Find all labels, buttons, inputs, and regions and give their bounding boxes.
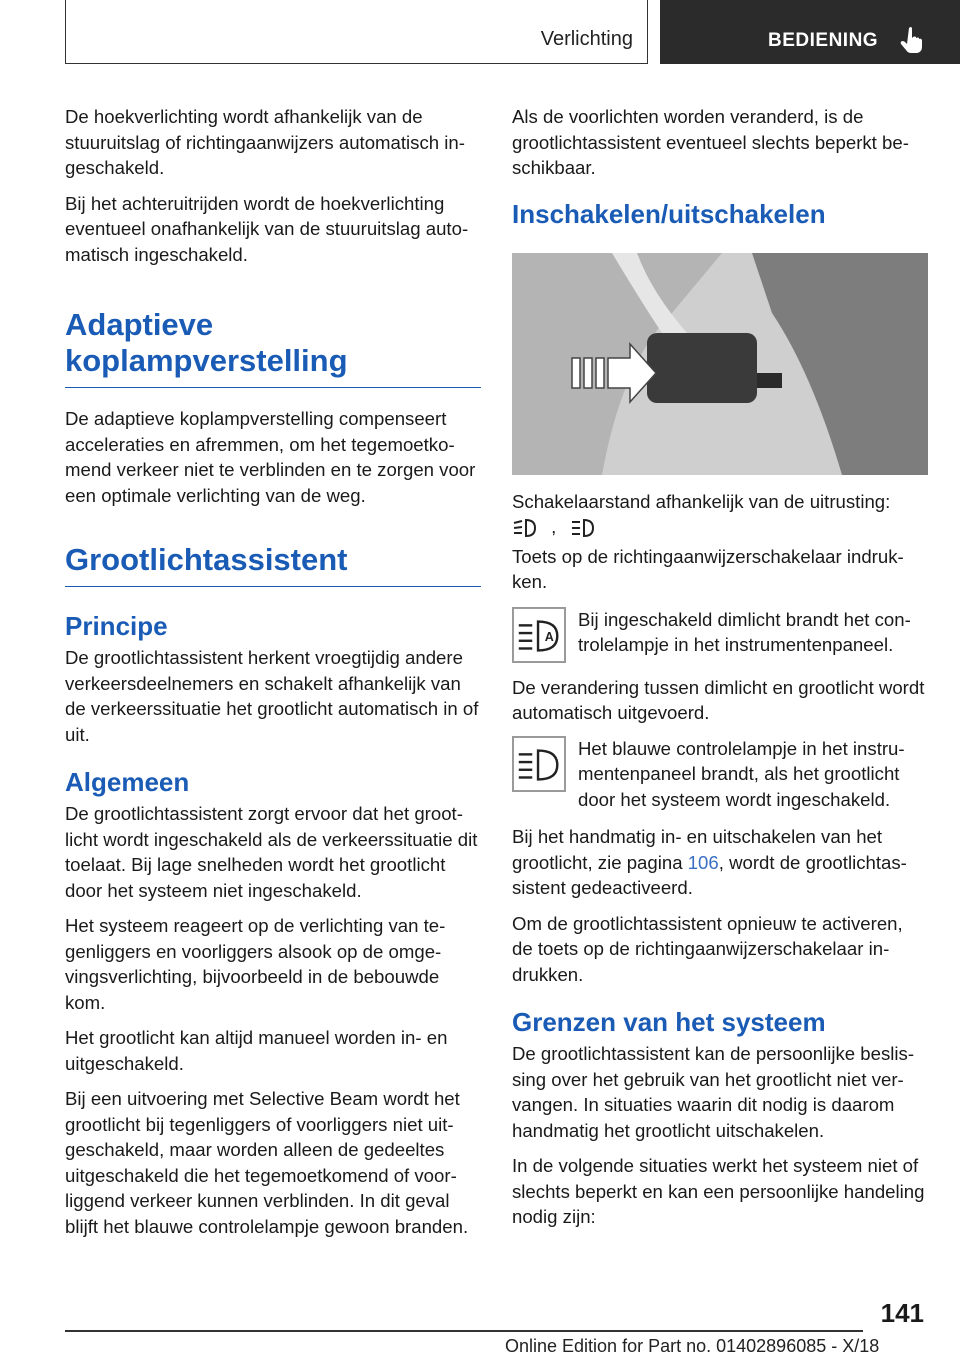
note-text: Bij ingeschakeld dimlicht brandt het controlelampje in het instrumentenpaneel. (578, 608, 911, 655)
paragraph: Bij het achteruitrijden wordt de hoekverlichting eventueel onafhankelijk van de stuuruitslag automatisch ingeschakeld. (65, 192, 469, 265)
pointing-hand-icon (898, 24, 928, 54)
paragraph: De verandering tussen dimlicht en grootlicht wordt automatisch uitgevoerd. (512, 676, 925, 723)
svg-text:A: A (544, 629, 554, 644)
auto-high-beam-symbol-icon (512, 517, 538, 539)
switch-position-text: Schakelaarstand afhankelijk van de uitrusting: (512, 490, 891, 512)
note-dipped-beam (512, 607, 928, 663)
paragraph: In de volgende situaties werkt het systeem niet of slechts beperkt en kan een persoonlijke handeling nodig zijn: (512, 1155, 925, 1227)
paragraph: Het grootlicht kan altijd manueel worden in- en uitgeschakeld. (65, 1027, 448, 1074)
header-section-title: Verlichting (540, 28, 633, 50)
page-number: 141 (880, 1298, 924, 1328)
high-beam-indicator-icon (512, 736, 566, 792)
paragraph: De grootlichtassistent zorgt ervoor dat het grootlicht wordt ingeschakeld als de verkeerssituatie dit toelaat. Bij lage snelheden wordt het grootlicht door het systeem niet ingeschakeld. (65, 803, 478, 901)
paragraph (512, 824, 928, 901)
footer-divider (65, 1330, 863, 1332)
symbol-separator: , (551, 516, 557, 537)
paragraph: De grootlichtassistent kan de persoonlijke beslissing over het gebruik van het grootlicht niet vervangen. In situaties waarin dit nodig is daarom handmatig het grootlicht uitschakelen. (512, 1043, 915, 1141)
paragraph: Het systeem reageert op de verlichting van tegenliggers en voorliggers alsook op de omgevingsverlichting, bijvoorbeeld in de bebouwde kom. (65, 915, 446, 1013)
paragraph (512, 489, 928, 540)
paragraph: Om de grootlichtassistent opnieuw te activeren, de toets op de richtingaanwijzerschakelaar indrukken. (512, 912, 903, 985)
header-section-box (65, 0, 648, 64)
footer-edition: Online Edition for Part no. 01402896085 - X/18 (505, 1336, 880, 1356)
header-chapter-title: BEDIENING (768, 30, 879, 51)
header-chapter-box (660, 0, 960, 64)
heading-general: Algemeen (65, 767, 190, 797)
left-column (65, 104, 481, 1249)
heading-switch-on-off: Inschakelen/uitschakelen (512, 198, 826, 229)
right-column (512, 104, 928, 1240)
note-text: Het blauwe controlelampje in het instrumentenpaneel brandt, als het grootlicht door het systeem wordt ingeschakeld. (578, 737, 905, 810)
high-beam-symbol-icon (570, 517, 596, 539)
heading-principle: Principe (65, 611, 168, 641)
paragraph-text: Bij het handmatig in- en uitschakelen van het grootlicht, zie pagina (512, 826, 883, 873)
paragraph-text: , wordt de grootlichtassistent gedeactiveerd. (512, 851, 907, 898)
paragraph: Als de voorlichten worden veranderd, is de grootlichtassistent eventueel slechts beperkt beschikbaar. (512, 106, 909, 178)
auto-high-beam-indicator-icon (512, 607, 566, 663)
paragraph: De hoekverlichting wordt afhankelijk van de stuuruitslag of richtingaanwijzers automatisch ingeschakeld. (65, 106, 465, 178)
heading-adaptive-headlight: Adaptieve koplampverstelling (65, 307, 481, 388)
paragraph: De grootlichtassistent herkent vroegtijdig andere verkeersdeelnemers en schakelt afhankelijk van de verkeerssituatie het grootlicht automatisch in of uit. (65, 647, 479, 745)
heading-high-beam-assistant: Grootlichtassistent (65, 542, 481, 587)
paragraph: De adaptieve koplampverstelling compenseert acceleraties en afremmen, om het tegemoetkomend verkeer niet te verblinden en te zorgen voor een optimale verlichting van de weg. (65, 408, 476, 506)
paragraph: Bij een uitvoering met Selective Beam wordt het grootlicht bij tegenliggers of voorliggers niet uitgeschakeld, maar worden alleen de gedeeltes uitgeschakeld die het tegemoetkomend of voorliggend verkeer kunnen verblinden. In dit geval blijft het blauwe controlelampje gewoon branden. (65, 1088, 469, 1237)
note-high-beam (512, 736, 928, 813)
turn-signal-lever-photo (512, 253, 928, 475)
paragraph: Toets op de richtingaanwijzerschakelaar indrukken. (512, 545, 904, 592)
page-link-106[interactable]: 106 (687, 851, 719, 873)
heading-system-limits: Grenzen van het systeem (512, 1007, 826, 1037)
